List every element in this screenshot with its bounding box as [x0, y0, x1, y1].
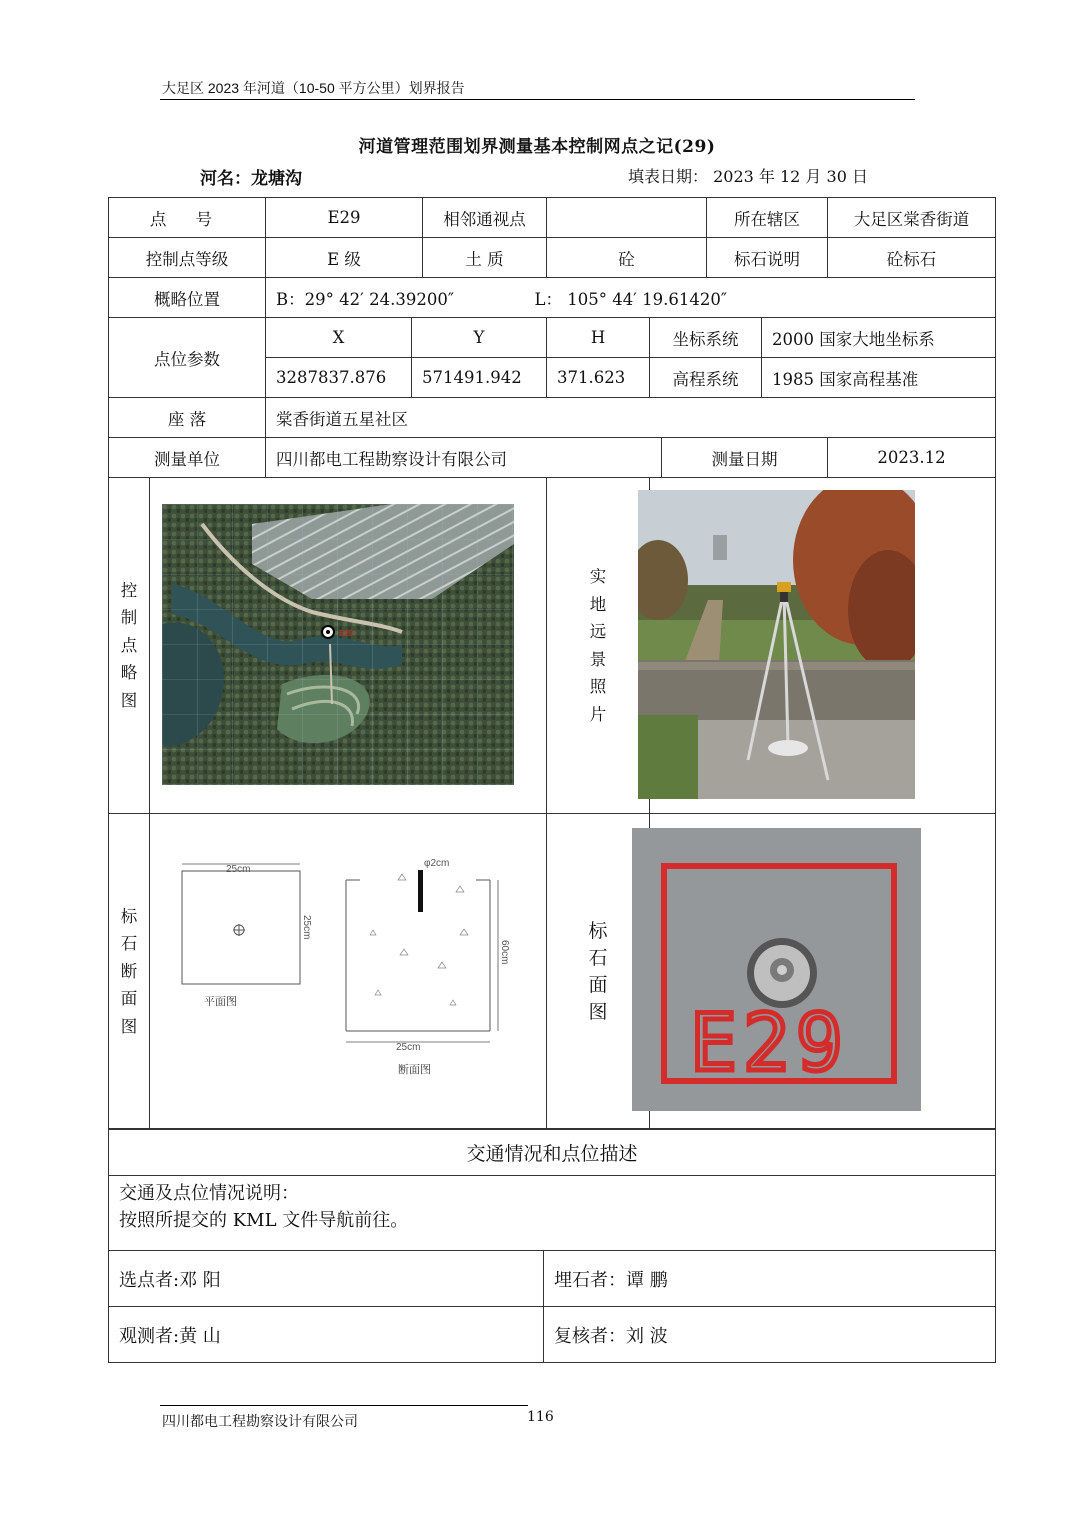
document-title: 河道管理范围划界测量基本控制网点之记(29) — [358, 137, 716, 157]
coord-system-label: 坐标系统 — [650, 318, 762, 358]
page-number: 116 — [527, 1409, 554, 1425]
traffic-text: 按照所提交的 KML 文件导航前往。 — [119, 1210, 409, 1231]
section-label: 标 石 断 面 图 — [109, 814, 150, 1130]
approx-value — [266, 278, 996, 318]
face-label: 标 石 面 图 — [547, 814, 650, 1130]
location-value: 棠香街道五星社区 — [266, 398, 996, 438]
y-label: Y — [412, 318, 547, 358]
approx-label: 概略位置 — [109, 278, 266, 318]
fill-date: 填表日期： 2023 年 12 月 30 日 — [628, 167, 868, 186]
approx-latitude: B：29° 42′ 24.39200″ — [276, 289, 454, 309]
traffic-title: 交通及点位情况说明： — [119, 1183, 299, 1204]
coord-system-value: 2000 国家大地坐标系 — [762, 318, 996, 358]
description-table — [108, 1128, 996, 1363]
marker-face-text: E29 — [690, 999, 849, 1089]
marker-face-photo-image — [632, 828, 921, 1111]
x-value: 3287837.876 — [266, 358, 412, 398]
footer-rule — [160, 1405, 528, 1406]
district-value: 大足区棠香街道 — [828, 198, 996, 238]
unit-value: 四川都电工程勘察设计有限公司 — [266, 438, 662, 478]
height-system-value: 1985 国家高程基准 — [762, 358, 996, 398]
soil-label: 土 质 — [423, 238, 547, 278]
far-view-photo — [638, 490, 915, 799]
far-view-photo-image — [638, 490, 915, 799]
map-point-label: E29 — [339, 629, 354, 638]
rod-label: φ2cm — [424, 858, 450, 869]
grade-value: E 级 — [266, 238, 423, 278]
plan-width-label: 25cm — [226, 864, 251, 875]
satellite-map — [162, 504, 514, 785]
reviewer: 复核者：刘 波 — [544, 1307, 996, 1363]
plan-caption: 平面图 — [204, 996, 237, 1008]
footer-company: 四川都电工程勘察设计有限公司 — [162, 1414, 358, 1430]
section-width-label: 25cm — [396, 1042, 421, 1053]
marker-label: 标石说明 — [707, 238, 828, 278]
point-no-label: 点 号 — [109, 198, 266, 238]
selector: 选点者:邓 阳 — [109, 1251, 544, 1307]
burier: 埋石者：谭 鹏 — [544, 1251, 996, 1307]
h-label: H — [547, 318, 650, 358]
x-label: X — [266, 318, 412, 358]
height-system-label: 高程系统 — [650, 358, 762, 398]
plan-height-label: 25cm — [301, 915, 312, 940]
traffic-header: 交通情况和点位描述 — [109, 1129, 996, 1176]
unit-label: 测量单位 — [109, 438, 266, 478]
adjacent-value — [547, 198, 707, 238]
marker-face-photo — [632, 828, 921, 1111]
approx-longitude: L： 105° 44′ 19.61420″ — [534, 289, 728, 309]
y-value: 571491.942 — [412, 358, 547, 398]
date-value: 2023.12 — [828, 438, 996, 478]
header-title: 大足区 2023 年河道（10-50 平方公里）划界报告 — [162, 80, 465, 96]
location-label: 座 落 — [109, 398, 266, 438]
date-label: 测量日期 — [662, 438, 828, 478]
grade-label: 控制点等级 — [109, 238, 266, 278]
traffic-description — [109, 1176, 996, 1251]
far-photo-label: 实 地 远 景 照 片 — [547, 478, 650, 814]
params-label: 点位参数 — [109, 318, 266, 398]
district-label: 所在辖区 — [707, 198, 828, 238]
marker-value: 砼标石 — [828, 238, 996, 278]
section-caption: 断面图 — [398, 1064, 431, 1076]
satellite-map-image — [162, 504, 514, 785]
soil-value: 砼 — [547, 238, 707, 278]
marker-section-diagram — [160, 850, 520, 1090]
sketch-label: 控 制 点 略 图 — [109, 478, 150, 814]
adjacent-label: 相邻通视点 — [423, 198, 547, 238]
point-no: E29 — [266, 198, 423, 238]
observer: 观测者:黄 山 — [109, 1307, 544, 1363]
h-value: 371.623 — [547, 358, 650, 398]
river-name: 河名：龙塘沟 — [200, 169, 302, 189]
header-rule — [160, 99, 915, 100]
depth-label: 60cm — [499, 940, 510, 965]
marker-section-drawing — [160, 850, 520, 1090]
